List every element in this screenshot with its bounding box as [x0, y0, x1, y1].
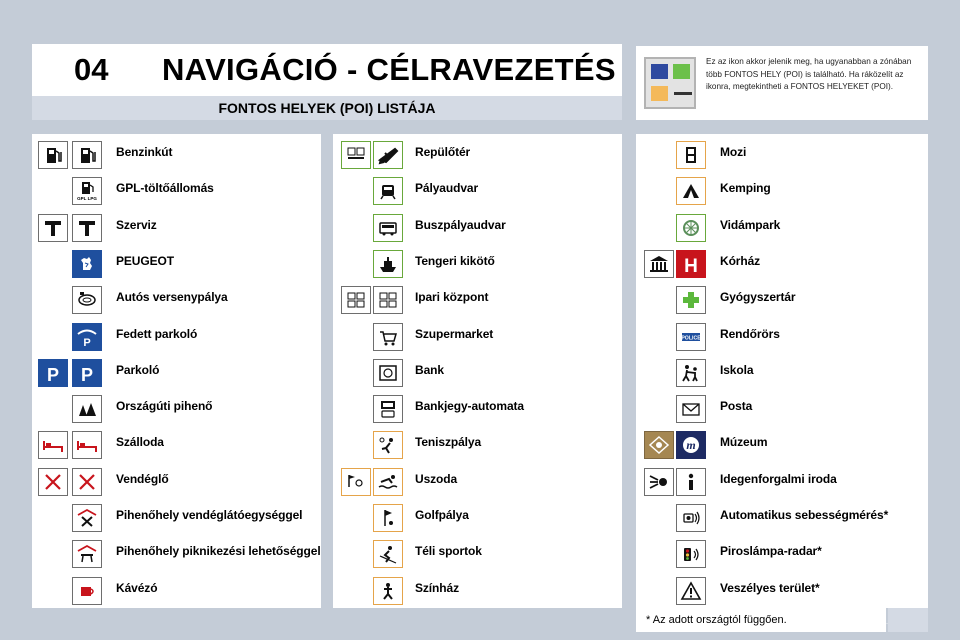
school-icon — [676, 359, 706, 387]
golf-icon — [373, 504, 403, 532]
cafe-icon — [72, 577, 102, 605]
lpg-fuel-icon — [72, 177, 102, 205]
restaurant-icon — [38, 468, 68, 496]
poi-square-green — [673, 64, 690, 79]
poi-row — [636, 390, 928, 426]
poi-row — [333, 245, 622, 281]
poi-row — [333, 318, 622, 354]
parking-icon — [38, 359, 68, 387]
poi-label: Vidámpark — [720, 217, 781, 232]
multi-poi-icon — [644, 57, 696, 109]
poi-label: Gyógyszertár — [720, 290, 796, 305]
poi-row — [32, 499, 321, 535]
poi-row — [32, 572, 321, 608]
poi-label: GPL-töltőállomás — [116, 181, 214, 196]
covered-parking-icon — [72, 323, 102, 351]
title-row — [32, 44, 622, 96]
poi-label: Kávézó — [116, 580, 158, 595]
wrench-icon — [38, 214, 68, 242]
footnote: * Az adott országtól függően. — [636, 608, 886, 632]
poi-row — [32, 426, 321, 462]
poi-label: Pályaudvar — [415, 181, 479, 196]
poi-row — [636, 245, 928, 281]
poi-label: Autós versenypálya — [116, 290, 228, 305]
poi-label: Automatikus sebességmérés* — [720, 508, 889, 522]
poi-row — [32, 136, 321, 172]
poi-label: Kórház — [720, 253, 761, 268]
danger-zone-icon — [676, 577, 706, 605]
poi-label: Piroslámpa-radar* — [720, 544, 822, 559]
poi-row — [636, 318, 928, 354]
poi-row — [333, 535, 622, 571]
section-subtitle-text: FONTOS HELYEK (POI) LISTÁJA — [218, 100, 436, 116]
museum-m-icon — [676, 431, 706, 459]
poi-label: Téli sportok — [415, 544, 482, 559]
poi-label: Szerviz — [116, 217, 157, 232]
poi-row — [32, 390, 321, 426]
train-station-icon — [373, 177, 403, 205]
poi-row — [32, 245, 321, 281]
svg-text:P: P — [83, 336, 91, 347]
poi-column-1 — [32, 134, 321, 608]
poi-row — [636, 426, 928, 462]
poi-row — [636, 136, 928, 172]
poi-label: Szálloda — [116, 435, 164, 450]
poi-label: Rendőrörs — [720, 326, 780, 341]
bank-icon — [373, 359, 403, 387]
poi-row — [636, 354, 928, 390]
poi-row — [636, 572, 928, 608]
ferry-port-icon — [373, 250, 403, 278]
poi-label: Országúti pihenő — [116, 399, 213, 414]
poi-label: Kemping — [720, 181, 771, 196]
police-icon — [676, 323, 706, 351]
industrial-zone-icon — [373, 286, 403, 314]
hotel-bed-icon — [72, 431, 102, 459]
poi-row — [636, 463, 928, 499]
more-dots-icon — [674, 92, 692, 95]
poi-row — [636, 535, 928, 571]
cinema-icon — [676, 141, 706, 169]
poi-label: Színház — [415, 580, 459, 595]
poi-label: Bank — [415, 362, 444, 377]
shopping-cart-icon — [373, 323, 403, 351]
poi-label: Pihenőhely piknikezési lehetőséggel — [116, 544, 321, 559]
poi-label: Parkoló — [116, 362, 160, 377]
poi-label: Posta — [720, 399, 753, 414]
page-number — [888, 608, 928, 632]
poi-row — [32, 535, 321, 571]
poi-label: PEUGEOT — [116, 253, 174, 268]
monument-icon — [644, 431, 674, 459]
poi-row — [333, 390, 622, 426]
poi-row — [636, 281, 928, 317]
info-text: Ez az ikon akkor jelenik meg, ha ugyanabban a zónában több FONTOS HELY (POI) is található. Ha ráközelít az ikonra, megtekintheti a FONTOS HELYEKET (POI). — [706, 57, 912, 91]
poi-label: Benzinkút — [116, 145, 173, 159]
rest-area-icon — [72, 395, 102, 423]
poi-label: Iskola — [720, 362, 754, 377]
poi-label: Mozi — [720, 145, 747, 159]
hospital-h-icon — [676, 250, 706, 278]
wrench-icon — [72, 214, 102, 242]
poi-row — [636, 499, 928, 535]
tourist-info-icon — [676, 468, 706, 496]
poi-square-blue — [651, 64, 668, 79]
poi-label: Tengeri kikötő — [415, 253, 495, 268]
info-box — [636, 46, 928, 120]
section-subtitle — [32, 96, 622, 120]
page-title: NAVIGÁCIÓ - CÉLRAVEZETÉS — [162, 52, 616, 87]
fuel-icon — [72, 141, 102, 169]
rest-area-picnic-icon — [72, 540, 102, 568]
poi-square-orange — [651, 86, 668, 101]
poi-label: Uszoda — [415, 471, 458, 486]
poi-row — [636, 209, 928, 245]
swimming-icon — [373, 468, 403, 496]
poi-row — [333, 463, 622, 499]
poi-label: Szupermarket — [415, 326, 494, 341]
svg-text:P: P — [80, 364, 94, 383]
airport-terminal-icon — [341, 141, 371, 169]
poi-label: Veszélyes terület* — [720, 580, 820, 595]
poi-row — [333, 572, 622, 608]
race-track-icon — [72, 286, 102, 314]
svg-text:m: m — [686, 438, 696, 453]
poi-row — [32, 281, 321, 317]
poi-row — [333, 281, 622, 317]
camping-icon — [676, 177, 706, 205]
poi-label: Pihenőhely vendéglátóegységgel — [116, 508, 303, 522]
poi-column-2 — [333, 134, 622, 608]
poi-row — [32, 354, 321, 390]
fuel-icon — [38, 141, 68, 169]
poi-row — [333, 354, 622, 390]
poi-row — [32, 172, 321, 208]
poi-row — [333, 172, 622, 208]
pharmacy-cross-icon — [676, 286, 706, 314]
hotel-bed-icon — [38, 431, 68, 459]
theatre-icon — [373, 577, 403, 605]
chapter-number: 04 — [74, 52, 109, 87]
poi-label: Teniszpálya — [415, 435, 482, 450]
poi-label: Ipari központ — [415, 290, 489, 305]
poi-row — [32, 463, 321, 499]
title-box — [32, 44, 622, 120]
tennis-icon — [373, 431, 403, 459]
poi-row — [333, 209, 622, 245]
poi-label: Múzeum — [720, 435, 768, 450]
svg-text:GPL LPG: GPL LPG — [77, 196, 97, 202]
airplane-icon — [373, 141, 403, 169]
poi-label: Vendéglő — [116, 471, 169, 486]
poi-label: Idegenforgalmi iroda — [720, 471, 837, 486]
poi-row — [333, 499, 622, 535]
svg-text:H: H — [684, 255, 698, 274]
red-light-camera-icon — [676, 540, 706, 568]
tourist-sight-icon — [644, 468, 674, 496]
hospital-building-icon — [644, 250, 674, 278]
skiing-icon — [373, 540, 403, 568]
peugeot-lion-icon — [72, 250, 102, 278]
poi-label: Repülőtér — [415, 145, 471, 159]
svg-text:P: P — [46, 364, 60, 383]
poi-row — [333, 136, 622, 172]
amusement-park-icon — [676, 214, 706, 242]
poi-label: Fedett parkoló — [116, 326, 198, 341]
poi-row — [32, 318, 321, 354]
atm-icon — [373, 395, 403, 423]
poi-column-3 — [636, 134, 928, 608]
restaurant-icon — [72, 468, 102, 496]
golf-small-icon — [341, 468, 371, 496]
bus-station-icon — [373, 214, 403, 242]
poi-row — [636, 172, 928, 208]
poi-row — [333, 426, 622, 462]
poi-row — [32, 209, 321, 245]
poi-label: Bankjegy-automata — [415, 399, 524, 414]
speed-camera-icon — [676, 504, 706, 532]
parking-icon — [72, 359, 102, 387]
svg-text:POLICE: POLICE — [681, 335, 701, 341]
post-envelope-icon — [676, 395, 706, 423]
industrial-zone-icon — [341, 286, 371, 314]
poi-label: Buszpályaudvar — [415, 217, 506, 232]
rest-area-restaurant-icon — [72, 504, 102, 532]
poi-label: Golfpálya — [415, 508, 469, 522]
